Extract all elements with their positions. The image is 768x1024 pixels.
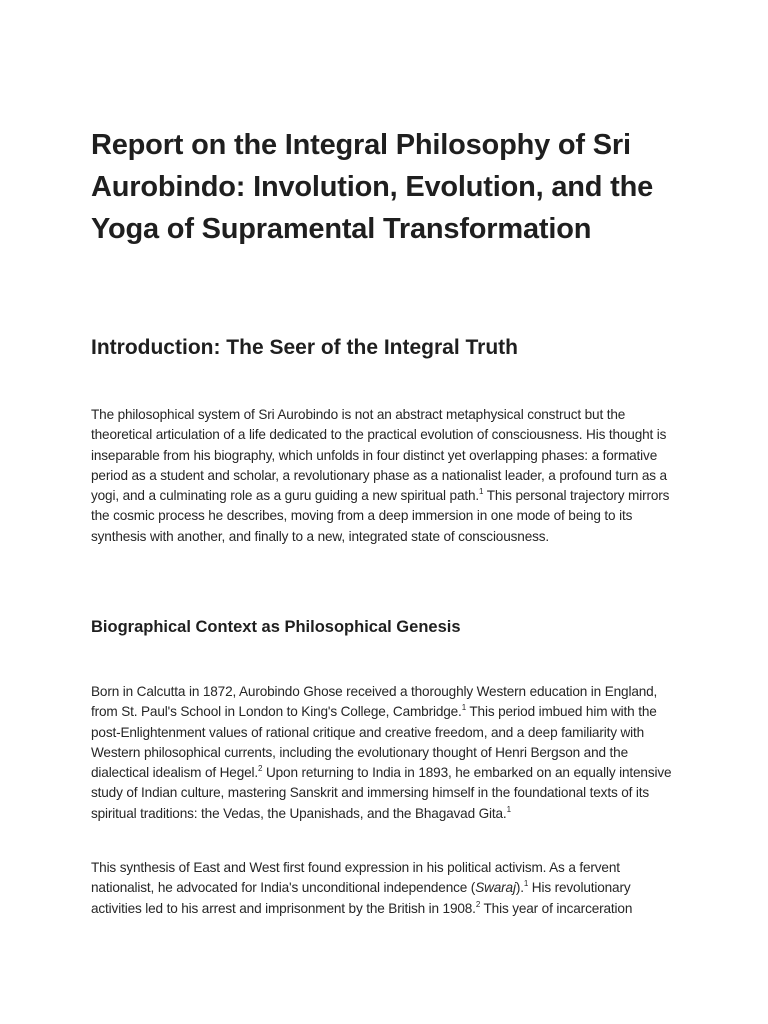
- synthesis-text-1: This synthesis of East and West first found expression in his political activism. As a fervent nationalist, he advocated for India's unconditional independence (: [91, 860, 620, 896]
- section-heading: Introduction: The Seer of the Integral Truth: [91, 336, 519, 359]
- biography-paragraph: [91, 682, 681, 824]
- intro-paragraph: [91, 405, 681, 547]
- footnote-ref[interactable]: 1: [479, 487, 484, 497]
- intro-text-1: The philosophical system of Sri Aurobindo is not an abstract metaphysical construct but the theoretical articulation of a life dedicated to the practical evolution of consciousness. His thought is inseparable from his biography, which unfolds in four distinct yet overlapping phases: a formative period as a student and scholar, a revolutionary phase as a nationalist leader, a profound turn as a yogi, and a culminating role as a guru guiding a new spiritual path.: [91, 407, 667, 504]
- footnote-ref[interactable]: 1: [461, 703, 466, 713]
- footnote-ref[interactable]: 2: [475, 899, 481, 909]
- footnote-ref[interactable]: 1: [523, 879, 529, 889]
- bio-text-3: Upon returning to India in 1893, he embarked on an equally intensive study of Indian culture, mastering Sanskrit and immersing himself in the foundational texts of its spiritual traditions: the Vedas, the Upanishads, and the Bhagavad Gita.: [91, 765, 672, 821]
- synthesis-text-3: His revolutionary activities led to his arrest and imprisonment by the British in 1908.: [91, 880, 631, 916]
- footnote-ref[interactable]: 1: [506, 804, 511, 814]
- footnote-ref[interactable]: 2: [258, 764, 263, 774]
- subsection-heading: Biographical Context as Philosophical Genesis: [91, 618, 461, 636]
- swaraj-term: Swaraj: [475, 880, 516, 896]
- synthesis-text-4: This year of incarceration: [480, 900, 633, 916]
- synthesis-paragraph: [91, 858, 681, 919]
- bio-text-1: Born in Calcutta in 1872, Aurobindo Ghose received a thoroughly Western education in England, from St. Paul's School in London to King's College, Cambridge.: [91, 684, 658, 720]
- intro-text-2: This personal trajectory mirrors the cosmic process he describes, moving from a deep immersion in one mode of being to its synthesis with another, and finally to a new, integrated state of consciousness.: [91, 488, 670, 544]
- bio-text-2: This period imbued him with the post-Enlightenment values of rational critique and creative freedom, and a deep familiarity with Western philosophical currents, including the evolutionary thought of Henri Bergson and the dialectical idealism of Hegel.: [91, 704, 657, 781]
- report-title: Report on the Integral Philosophy of Sri Aurobindo: Involution, Evolution, and the Yoga of Supramental Transformation: [91, 129, 654, 245]
- synthesis-text-2: ).: [515, 880, 524, 896]
